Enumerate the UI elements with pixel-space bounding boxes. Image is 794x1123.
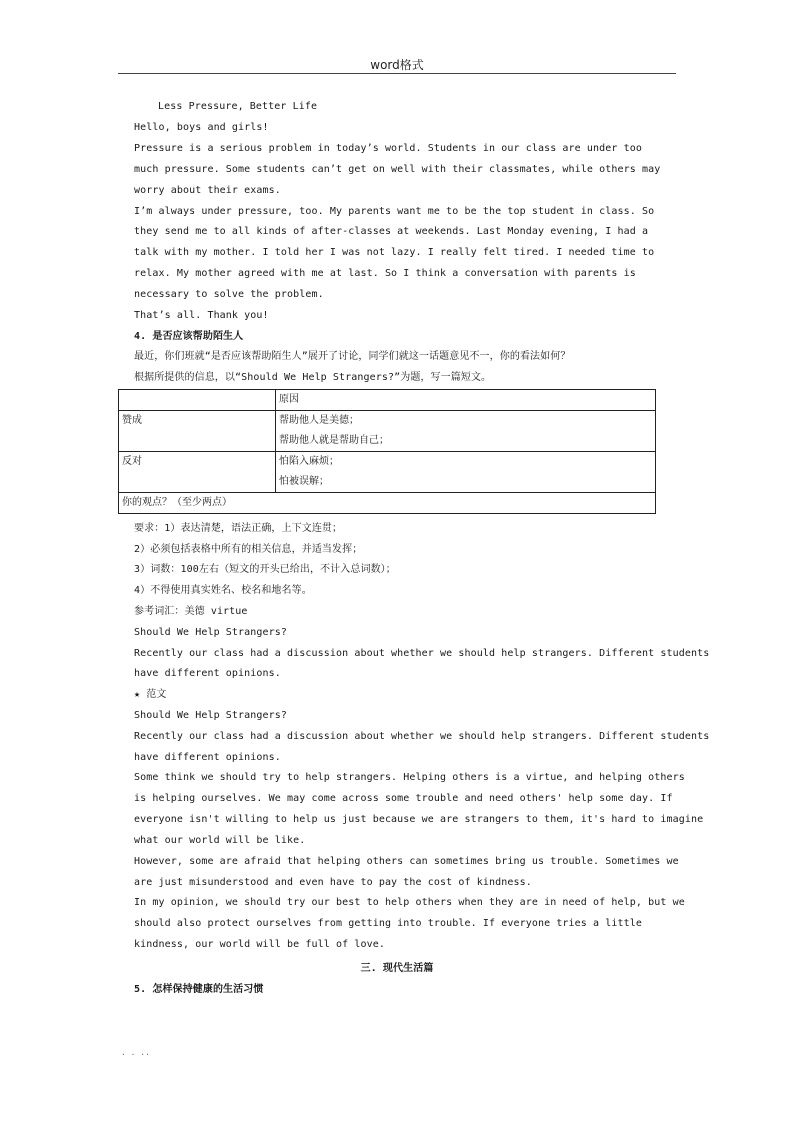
model-essay-line: should also protect ourselves from getting into trouble. If everyone tries a little <box>134 918 643 929</box>
model-essay-line: Recently our class had a discussion about whether we should help strangers. Different students <box>134 731 710 742</box>
letter-line: necessary to solve the problem. <box>134 289 324 300</box>
agree-reason: 帮助他人是美德； <box>279 415 359 426</box>
table-row <box>119 411 656 452</box>
task4-heading: 4. 是否应该帮助陌生人 <box>134 331 244 342</box>
opinion-table <box>118 389 656 514</box>
letter-line: they send me to all kinds of after-classes at weekends. Last Monday evening, I had a <box>134 226 649 237</box>
table-row <box>119 493 656 514</box>
requirement-line: 要求：1）表达清楚，语法正确，上下文连贯； <box>134 523 343 534</box>
letter-line: worry about their exams. <box>134 185 281 196</box>
model-essay-line: In my opinion, we should try our best to help others when they are in need of help, but we <box>134 897 685 908</box>
model-essay-line: kindness, our world will be full of love. <box>134 939 385 950</box>
table-header-reason: 原因 <box>276 390 656 411</box>
letter-line: Hello, boys and girls! <box>134 122 269 133</box>
header-rule <box>118 73 676 74</box>
letter-line: I’m always under pressure, too. My parents want me to be the top student in class. So <box>134 206 655 217</box>
letter-title: Less Pressure, Better Life <box>158 101 318 112</box>
letter-line: Pressure is a serious problem in today’s world. Students in our class are under too <box>134 143 643 154</box>
letter-line: talk with my mother. I told her I was not lazy. I really felt tired. I needed time to <box>134 247 655 258</box>
model-essay-line: what our world will be like. <box>134 835 306 846</box>
table-label-oppose: 反对 <box>119 452 276 493</box>
page-header-title: word格式 <box>370 58 424 72</box>
table-row <box>119 452 656 493</box>
model-essay-label: ★ 范文 <box>134 689 167 700</box>
table-row <box>119 390 656 411</box>
task5-heading: 5. 怎样保持健康的生活习惯 <box>134 984 264 995</box>
oppose-reason: 怕被误解； <box>279 476 329 487</box>
footer-mark: . . .. <box>121 1048 150 1057</box>
letter-line: That’s all. Thank you! <box>134 310 269 321</box>
requirement-line: 参考词汇：美德 virtue <box>134 606 248 617</box>
prompt-line: have different opinions. <box>134 668 281 679</box>
model-essay-line: is helping ourselves. We may come across some trouble and need others' help some day. If <box>134 793 673 804</box>
table-label-agree: 赞成 <box>119 411 276 452</box>
requirement-line: 2）必须包括表格中所有的相关信息，并适当发挥； <box>134 544 363 555</box>
model-essay-line: are just misunderstood and even have to pay the cost of kindness. <box>134 877 532 888</box>
requirement-line: 4）不得使用真实姓名、校名和地名等。 <box>134 585 312 596</box>
model-essay-line: have different opinions. <box>134 752 281 763</box>
task4-intro-line: 根据所提供的信息，以“Should We Help Strangers?”为题，写一篇短文。 <box>134 372 492 383</box>
table-cell-agree-reasons <box>276 411 656 452</box>
table-cell-oppose-reasons <box>276 452 656 493</box>
section-heading: 三. 现代生活篇 <box>360 963 434 974</box>
model-essay-line: everyone isn't willing to help us just because we are strangers to them, it's hard to imagine <box>134 814 704 825</box>
model-essay-title: Should We Help Strangers? <box>134 710 288 721</box>
requirement-line: 3）词数：100左右（短文的开头已给出，不计入总词数）； <box>134 564 396 575</box>
letter-line: relax. My mother agreed with me at last. So I think a conversation with parents is <box>134 268 636 279</box>
model-essay-line: Some think we should try to help strangers. Helping others is a virtue, and helping others <box>134 772 685 783</box>
letter-line: much pressure. Some students can’t get on well with their classmates, while others may <box>134 164 661 175</box>
table-cell-opinion: 你的观点？（至少两点） <box>119 493 656 514</box>
table-cell-empty <box>119 390 276 411</box>
prompt-title: Should We Help Strangers? <box>134 627 288 638</box>
task4-intro-line: 最近，你们班就“是否应该帮助陌生人”展开了讨论，同学们就这一话题意见不一，你的看法如何？ <box>134 351 571 362</box>
model-essay-line: However, some are afraid that helping others can sometimes bring us trouble. Sometimes we <box>134 856 679 867</box>
oppose-reason: 怕陷入麻烦； <box>279 456 339 467</box>
agree-reason: 帮助他人就是帮助自己； <box>279 435 389 446</box>
prompt-line: Recently our class had a discussion about whether we should help strangers. Different students <box>134 648 710 659</box>
